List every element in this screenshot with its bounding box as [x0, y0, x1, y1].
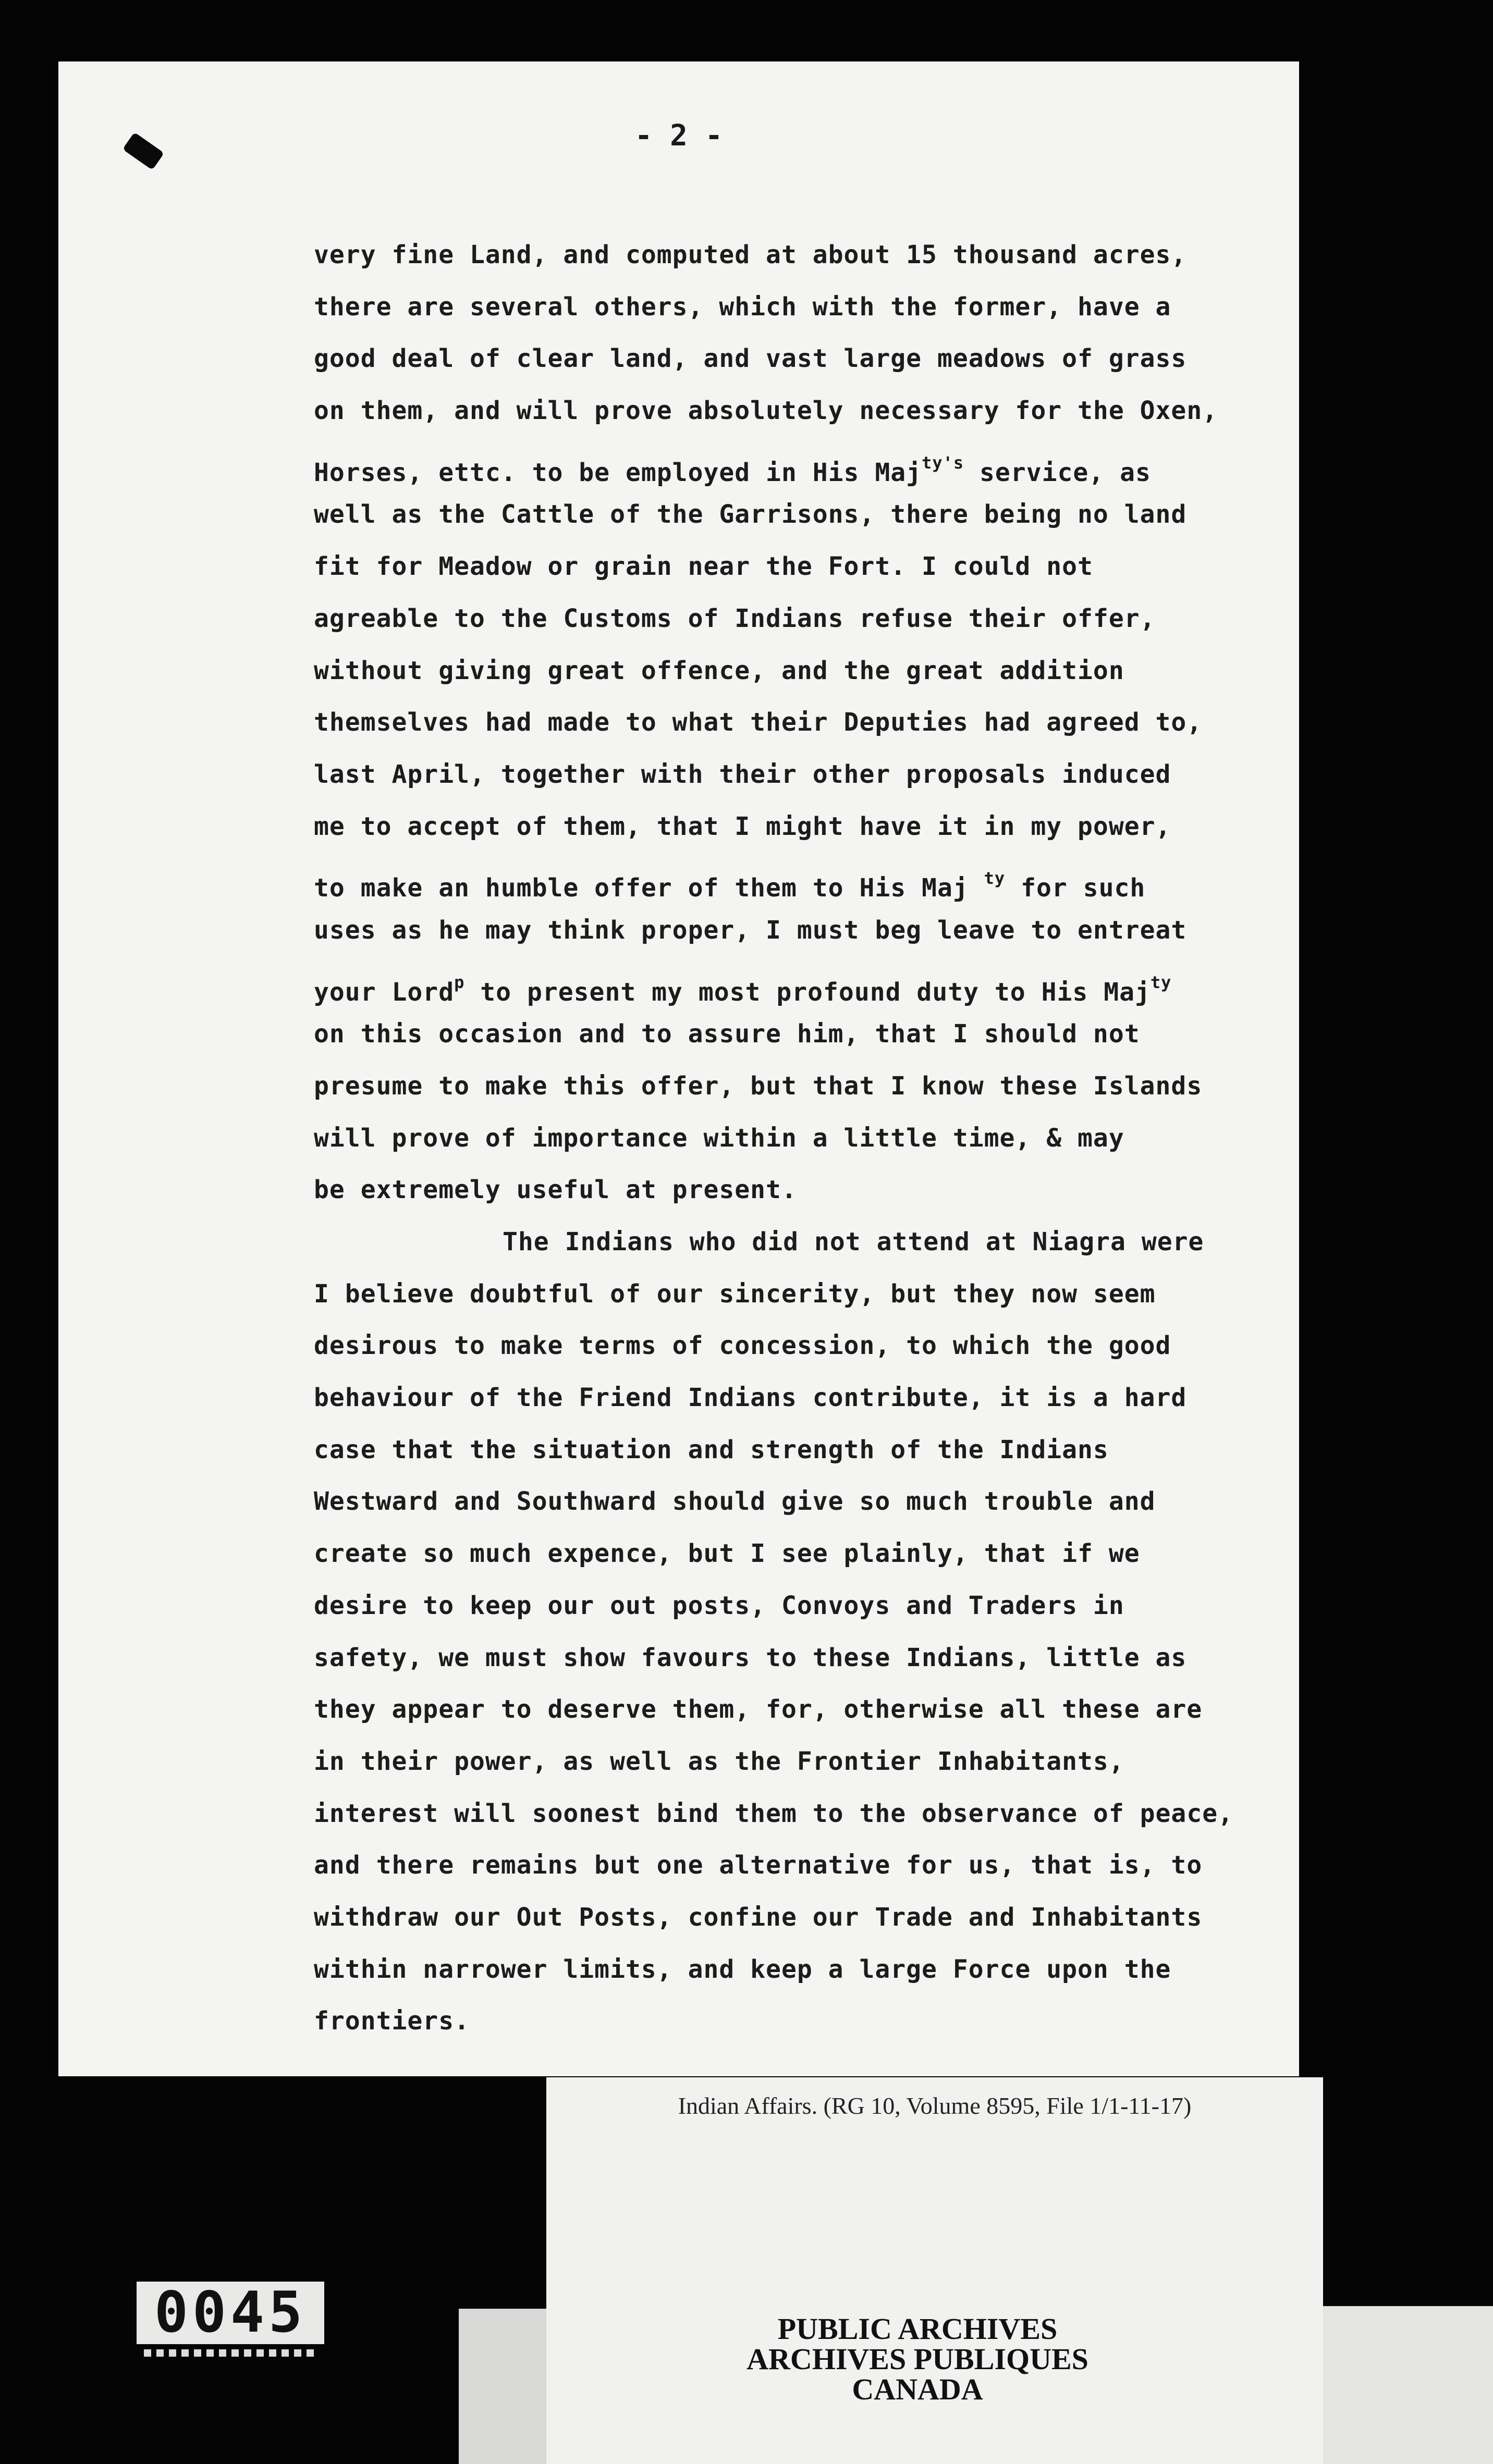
text-line — [314, 1008, 1304, 1061]
archives-stamp-line-1: PUBLIC ARCHIVES — [777, 2312, 1058, 2346]
text-segment: your Lord — [314, 977, 455, 1007]
text-segment: service, as — [964, 458, 1151, 487]
text-segment: uses as he may think proper, I must beg leave to entreat — [314, 915, 1187, 945]
text-line — [314, 801, 1304, 853]
text-line — [314, 853, 1304, 905]
text-line — [314, 1736, 1304, 1788]
text-line — [314, 1788, 1304, 1840]
text-segment: desire to keep our out posts, Convoys and Traders in — [314, 1591, 1124, 1620]
text-segment: for such — [1005, 873, 1146, 903]
text-segment: I believe doubtful of our sincerity, but they now seem — [314, 1279, 1156, 1309]
text-segment: fit for Meadow or grain near the Fort. I could not — [314, 552, 1093, 582]
text-line — [314, 1995, 1304, 2048]
archives-stamp — [688, 2314, 1147, 2405]
text-line — [314, 1892, 1304, 1944]
text-segment: withdraw our Out Posts, confine our Trade and Inhabitants — [314, 1902, 1203, 1932]
text-segment: very fine Land, and computed at about 15 thousand acres, — [314, 240, 1187, 269]
text-line — [314, 1684, 1304, 1736]
text-segment: behaviour of the Friend Indians contribute, it is a hard — [314, 1383, 1187, 1413]
text-segment: there are several others, which with the former, have a — [314, 292, 1171, 322]
text-segment: and there remains but one alternative for us, that is, to — [314, 1851, 1203, 1880]
archives-stamp-line-2: ARCHIVES PUBLIQUES — [746, 2342, 1088, 2376]
text-segment: on them, and will prove absolutely necessary for the Oxen, — [314, 396, 1218, 426]
text-line — [314, 1424, 1304, 1476]
text-line — [314, 1580, 1304, 1632]
text-segment: to make an humble offer of them to His Maj — [314, 873, 984, 903]
text-segment: themselves had made to what their Deputies had agreed to, — [314, 708, 1203, 737]
text-segment: to present my most profound duty to His Maj — [464, 977, 1151, 1007]
text-segment: frontiers. — [314, 2006, 470, 2036]
text-line — [314, 1061, 1304, 1113]
text-line — [314, 437, 1304, 489]
superscript: ty — [1150, 972, 1172, 992]
text-line — [314, 1476, 1304, 1528]
text-segment: The Indians who did not attend at Niagra were — [503, 1227, 1204, 1256]
text-line — [314, 1840, 1304, 1892]
text-segment: Westward and Southward should give so much trouble and — [314, 1487, 1156, 1517]
text-segment: on this occasion and to assure him, that I should not — [314, 1019, 1140, 1049]
text-segment: good deal of clear land, and vast large meadows of grass — [314, 344, 1187, 374]
text-line — [314, 333, 1304, 385]
text-segment: in their power, as well as the Frontier Inhabitants, — [314, 1746, 1124, 1776]
text-line — [314, 281, 1304, 334]
superscript: p — [454, 972, 465, 992]
page-number: - 2 - — [634, 119, 723, 153]
text-line — [314, 1320, 1304, 1372]
text-line — [314, 957, 1304, 1009]
text-segment: well as the Cattle of the Garrisons, there being no land — [314, 500, 1187, 529]
text-line — [314, 1632, 1304, 1684]
text-segment: without giving great offence, and the great addition — [314, 656, 1124, 685]
text-segment: safety, we must show favours to these Indians, little as — [314, 1643, 1187, 1672]
text-line — [314, 1216, 1304, 1268]
text-line — [314, 645, 1304, 697]
text-segment: be extremely useful at present. — [314, 1175, 797, 1205]
text-line — [314, 1268, 1304, 1321]
text-segment: will prove of importance within a little time, & may — [314, 1123, 1124, 1153]
film-sprocket-holes — [144, 2349, 317, 2357]
text-segment: desirous to make terms of concession, to which the good — [314, 1331, 1171, 1361]
superscript: ty's — [922, 452, 964, 473]
superscript: ty — [984, 868, 1006, 889]
document-page — [58, 61, 1299, 2076]
text-line — [314, 593, 1304, 645]
text-line — [314, 1528, 1304, 1580]
text-segment: create so much expence, but I see plainly, that if we — [314, 1539, 1140, 1569]
text-segment: within narrower limits, and keep a large Force upon the — [314, 1954, 1171, 1984]
archive-reference: Indian Affairs. (RG 10, Volume 8595, File 1/1-11-17) — [678, 2092, 1192, 2119]
text-segment: Horses, ettc. to be employed in His Maj — [314, 458, 922, 487]
text-line — [314, 1944, 1304, 1996]
text-line — [314, 1113, 1304, 1165]
text-line — [314, 697, 1304, 749]
text-line — [314, 229, 1304, 281]
text-segment: agreable to the Customs of Indians refuse their offer, — [314, 603, 1156, 633]
film-edge-left — [459, 2309, 547, 2464]
text-segment: me to accept of them, that I might have it in my power, — [314, 811, 1171, 841]
text-segment: interest will soonest bind them to the observance of peace, — [314, 1798, 1234, 1828]
text-segment: presume to make this offer, but that I know these Islands — [314, 1071, 1203, 1101]
text-line — [314, 749, 1304, 801]
text-segment: they appear to deserve them, for, otherwise all these are — [314, 1695, 1203, 1724]
text-segment: last April, together with their other proposals induced — [314, 759, 1171, 789]
text-line — [314, 905, 1304, 957]
film-frame-number: 0045 — [137, 2282, 324, 2344]
paragraph-2 — [314, 1216, 1304, 2048]
text-line — [314, 1164, 1304, 1216]
film-edge-right — [1323, 2306, 1493, 2464]
text-line — [314, 489, 1304, 541]
text-line — [314, 385, 1304, 437]
archives-stamp-line-3: CANADA — [852, 2372, 983, 2406]
text-segment: case that the situation and strength of the Indians — [314, 1435, 1109, 1464]
paragraph-1 — [314, 229, 1304, 1216]
text-line — [314, 1372, 1304, 1424]
text-line — [314, 541, 1304, 593]
